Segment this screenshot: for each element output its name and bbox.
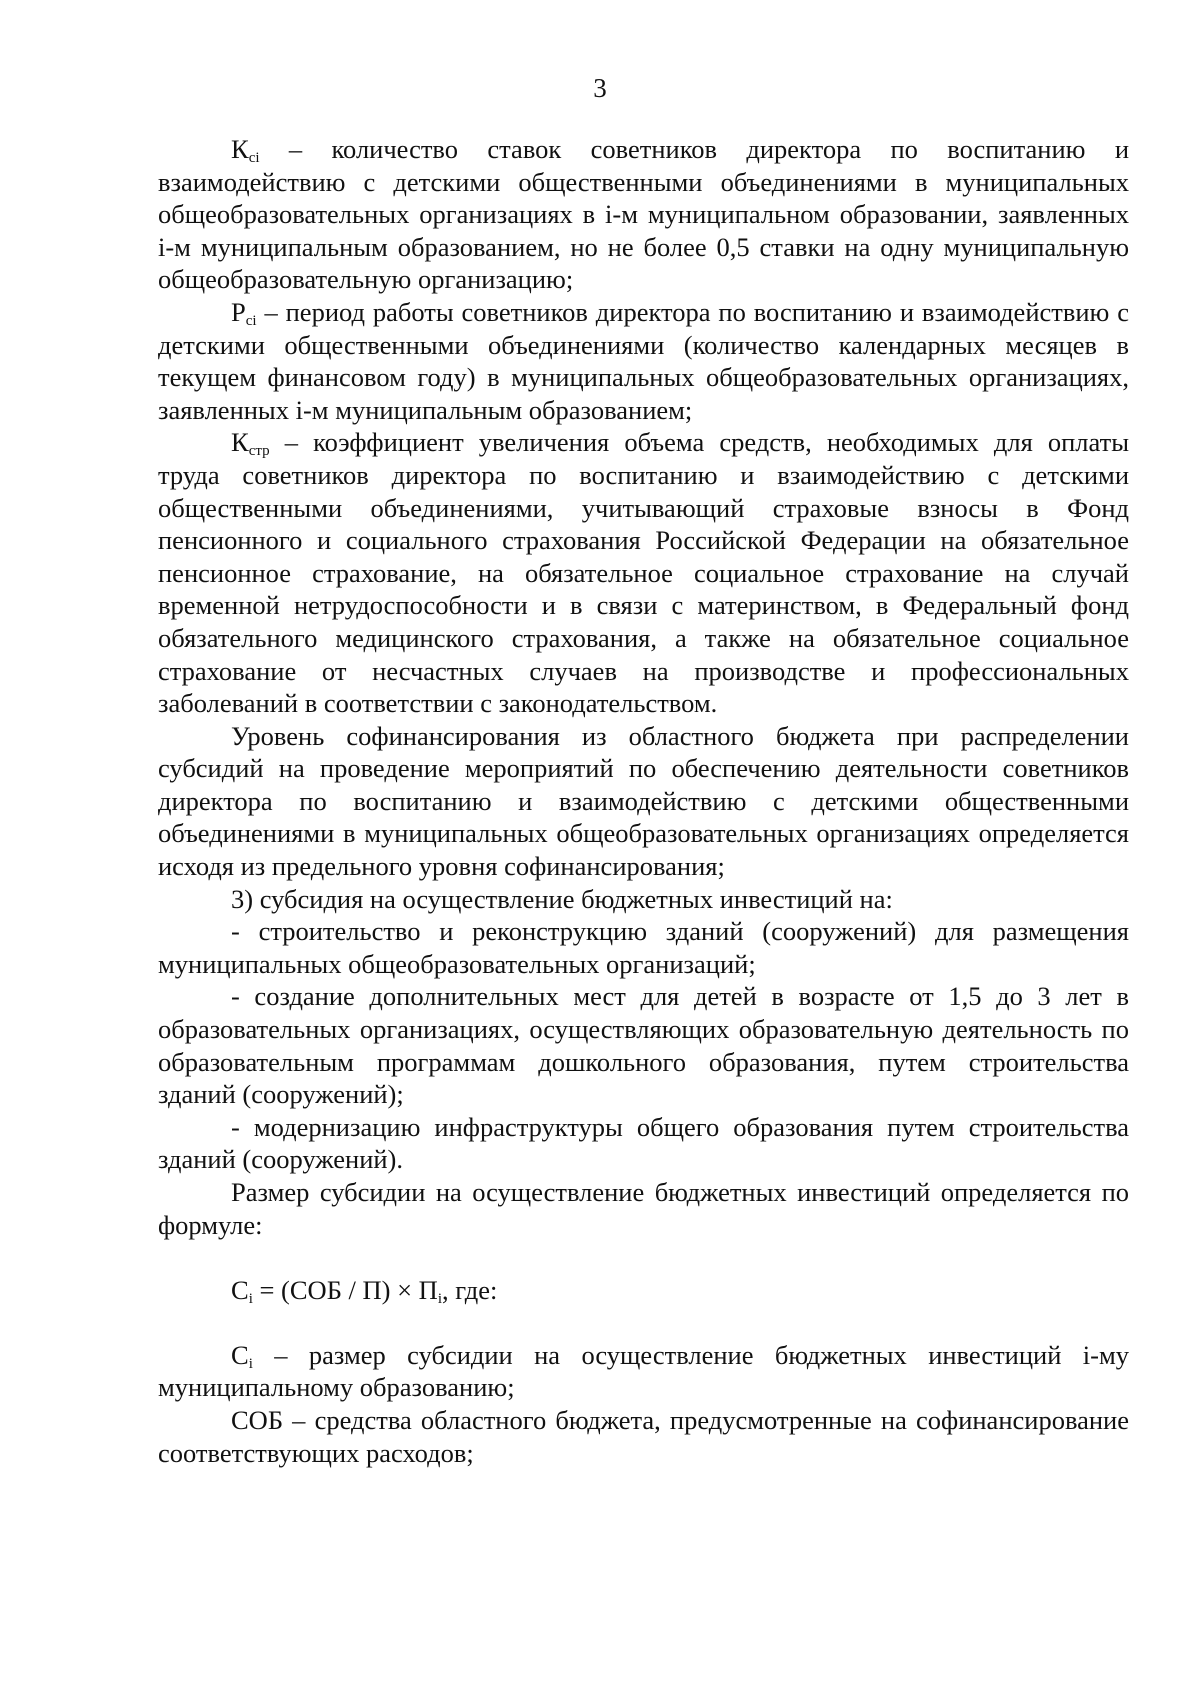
list-item-construction: - строительство и реконструкцию зданий (сооружений) для размещения муниципальных общеобразовательных организаций; xyxy=(158,916,1129,979)
formula-lhs-subscript: i xyxy=(248,1291,253,1308)
page-number: 3 xyxy=(593,73,607,103)
definition-text: – период работы советников директора по воспитанию и взаимодействию с детскими общественными объединениями (количество календарных месяцев в текущем финансовом году) в муниципальных общеобразовательных организациях, заявленных i-м муниципальным образованием; xyxy=(158,296,1129,425)
definition-text: – количество ставок советников директора по воспитанию и взаимодействию с детскими общественными объединениями в муниципальных общеобразовательных организациях в i-м муниципальном образовании, заявленных i-м муниципальным образованием, но не более 0,5 ставки на одну муниципальную общеобразовательную организацию; xyxy=(158,134,1129,295)
paragraph-subsidy-formula-intro: Размер субсидии на осуществление бюджетных инвестиций определяется по формуле: xyxy=(158,1177,1129,1240)
term-k-subscript: стр xyxy=(248,443,270,460)
paragraph-kstr-definition xyxy=(158,426,1129,719)
term-p-subscript: ci xyxy=(245,312,257,329)
definition-text: – коэффициент увеличения объема средств, необходимых для оплаты труда советников директора по воспитанию и взаимодействию с детскими общественными объединениями, учитывающий страховые взносы в Фонд пенсионного и социального страхования Российской Федерации на обязательное пенсионное страхование, на обязательное социальное страхование на случай временной нетрудоспособности и в связи с материнством, в Федеральный фонд обязательного медицинского страхования, а также на обязательное социальное страхование от несчастных случаев на производстве и профессиональных заболеваний в соответствии с законодательством. xyxy=(158,427,1129,719)
definition-text: – размер субсидии на осуществление бюджетных инвестиций i-му муниципальному образованию; xyxy=(158,1339,1129,1403)
formula-lhs: С xyxy=(231,1275,249,1306)
formula-tail: , где: xyxy=(442,1275,498,1306)
formula-expression: = (СОБ / П) × П xyxy=(252,1275,438,1306)
paragraph-subsidy-investments: 3) субсидия на осуществление бюджетных инвестиций на: xyxy=(231,883,893,914)
paragraph-ci-definition xyxy=(158,1339,1129,1404)
paragraph-kci-definition xyxy=(158,133,1129,296)
term-c-subscript: i xyxy=(248,1355,253,1372)
list-item-preschool-places: - создание дополнительных мест для детей в возрасте от 1,5 до 3 лет в образовательных организациях, осуществляющих образовательную деятельность по образовательным программам дошкольного образования, путем строительства зданий (сооружений); xyxy=(158,981,1129,1110)
formula xyxy=(158,1274,1129,1307)
list-item-modernization: - модернизацию инфраструктуры общего образования путем строительства зданий (сооружений). xyxy=(158,1111,1129,1175)
paragraph-pci-definition xyxy=(158,296,1129,426)
formula-expression-subscript: i xyxy=(437,1291,442,1308)
term-k: К xyxy=(231,134,249,164)
term-p: Р xyxy=(231,296,246,327)
paragraph-sob-definition: СОБ – средства областного бюджета, предусмотренные на софинансирование соответствующих расходов; xyxy=(158,1404,1129,1468)
term-k-subscript: ci xyxy=(248,150,260,166)
paragraph-cofinancing-level: Уровень софинансирования из областного бюджета при распределении субсидий на проведение мероприятий по обеспечению деятельности советников директора по воспитанию и взаимодействию с детскими общественными объединениями в муниципальных общеобразовательных организациях определяется исходя из предельного уровня софинансирования; xyxy=(158,720,1129,882)
term-k: К xyxy=(231,427,249,458)
term-c: С xyxy=(231,1339,249,1370)
document-body xyxy=(158,133,1129,1469)
